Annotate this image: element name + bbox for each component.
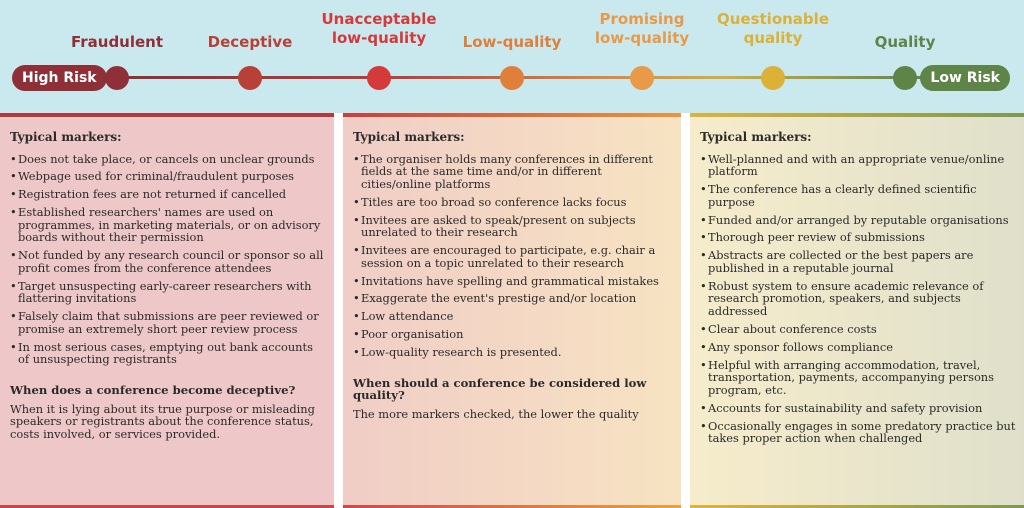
level-dot-unacceptable xyxy=(367,66,391,90)
panel-top-bar xyxy=(343,113,681,117)
list-item: • Helpful with arranging accommodation, travel, transportation, payments, accompanying persons program, etc. xyxy=(700,357,994,397)
panel-question: When does a conference become deceptive? xyxy=(10,382,296,397)
list-item: • Titles are too broad so conference lacks focus xyxy=(353,194,627,209)
list-item: • Thorough peer review of submissions xyxy=(700,230,925,245)
panel-top-bar xyxy=(0,113,334,117)
markers-list xyxy=(700,153,1016,445)
level-dot-promising xyxy=(630,66,654,90)
high-risk-label: High Risk xyxy=(22,70,97,86)
list-item: • Accounts for sustainability and safety provision xyxy=(700,400,983,415)
list-item: • In most serious cases, emptying out bank accounts of unsuspecting registrants xyxy=(10,339,313,367)
panel-heading: Typical markers: xyxy=(700,130,812,144)
high-risk-pill xyxy=(12,65,107,91)
level-dot-deceptive xyxy=(238,66,262,90)
list-item: • Poor organisation xyxy=(353,327,464,342)
list-item: • Target unsuspecting early-career researchers with flattering invitations xyxy=(10,278,312,306)
panel-heading: Typical markers: xyxy=(353,130,465,144)
markers-list xyxy=(353,153,673,359)
list-item: • Falsely claim that submissions are peer reviewed or promise an extremely short peer review process xyxy=(10,309,319,336)
level-label-deceptive: Deceptive xyxy=(207,33,293,51)
panel-question: When should a conference be considered low quality? xyxy=(353,375,647,403)
list-item: • Funded and/or arranged by reputable organisations xyxy=(700,212,1009,227)
list-item: • Low attendance xyxy=(353,309,454,324)
level-dot-low-quality xyxy=(500,66,524,90)
list-item: • Well-planned and with an appropriate venue/online platform xyxy=(700,151,1005,179)
level-label-quality: Quality xyxy=(874,33,936,51)
list-item: • Webpage used for criminal/fraudulent purposes xyxy=(10,169,295,184)
risk-scale-header xyxy=(0,0,1024,113)
list-item: • Registration fees are not returned if cancelled xyxy=(10,187,287,202)
list-item: • The conference has a clearly defined scientific purpose xyxy=(700,182,977,209)
level-dot-fraudulent xyxy=(105,66,129,90)
panel-top-bar xyxy=(690,113,1024,117)
level-label-promising: Promising low-quality xyxy=(594,10,690,47)
list-item: • Abstracts are collected or the best papers are published in a reputable journal xyxy=(700,248,974,275)
level-dot-questionable xyxy=(761,66,785,90)
level-label-fraudulent: Fraudulent xyxy=(70,33,164,51)
list-item: • Not funded by any research council or sponsor so all profit comes from the conference attendees xyxy=(10,248,324,275)
list-item: • Does not take place, or cancels on unclear grounds xyxy=(10,151,315,166)
list-item: • Invitations have spelling and grammatical mistakes xyxy=(353,273,659,288)
list-item: • Established researchers' names are used on programmes, in marketing materials, or on advisory boards without their permission xyxy=(10,205,321,245)
list-item: • Invitees are encouraged to participate, e.g. chair a session on a topic unrelated to their research xyxy=(353,243,656,270)
low-risk-pill xyxy=(920,65,1010,91)
panel-answer: The more markers checked, the lower the quality xyxy=(353,406,639,421)
panel-answer: When it is lying about its true purpose or misleading speakers or registrants about the conference status, costs involved, or services provided. xyxy=(10,401,315,441)
list-item: • Invitees are asked to speak/present on subjects unrelated to their research xyxy=(353,212,636,240)
list-item: • Exaggerate the event's prestige and/or location xyxy=(353,291,637,306)
list-item: • Any sponsor follows compliance xyxy=(700,339,894,354)
list-item: • The organiser holds many conferences in different fields at the same time and/or in different cities/online platforms xyxy=(353,151,653,191)
level-dot-quality xyxy=(893,66,917,90)
level-label-unacceptable: Unacceptable low-quality xyxy=(321,10,437,47)
level-label-questionable: Questionable quality xyxy=(716,10,829,47)
panel-quality xyxy=(690,113,1024,508)
panel-heading: Typical markers: xyxy=(10,130,122,144)
list-item: • Low-quality research is presented. xyxy=(353,345,562,360)
list-item: • Robust system to ensure academic relevance of research promotion, speakers, and subjects addressed xyxy=(700,278,984,319)
list-item: • Occasionally engages in some predatory practice but takes proper action when challenged xyxy=(700,418,1016,446)
panel-low-quality xyxy=(343,113,681,508)
low-risk-label: Low Risk xyxy=(930,70,1000,86)
level-label-low-quality: Low-quality xyxy=(462,33,562,51)
panel-deceptive xyxy=(0,113,334,508)
markers-list xyxy=(10,153,326,366)
list-item: • Clear about conference costs xyxy=(700,321,877,336)
